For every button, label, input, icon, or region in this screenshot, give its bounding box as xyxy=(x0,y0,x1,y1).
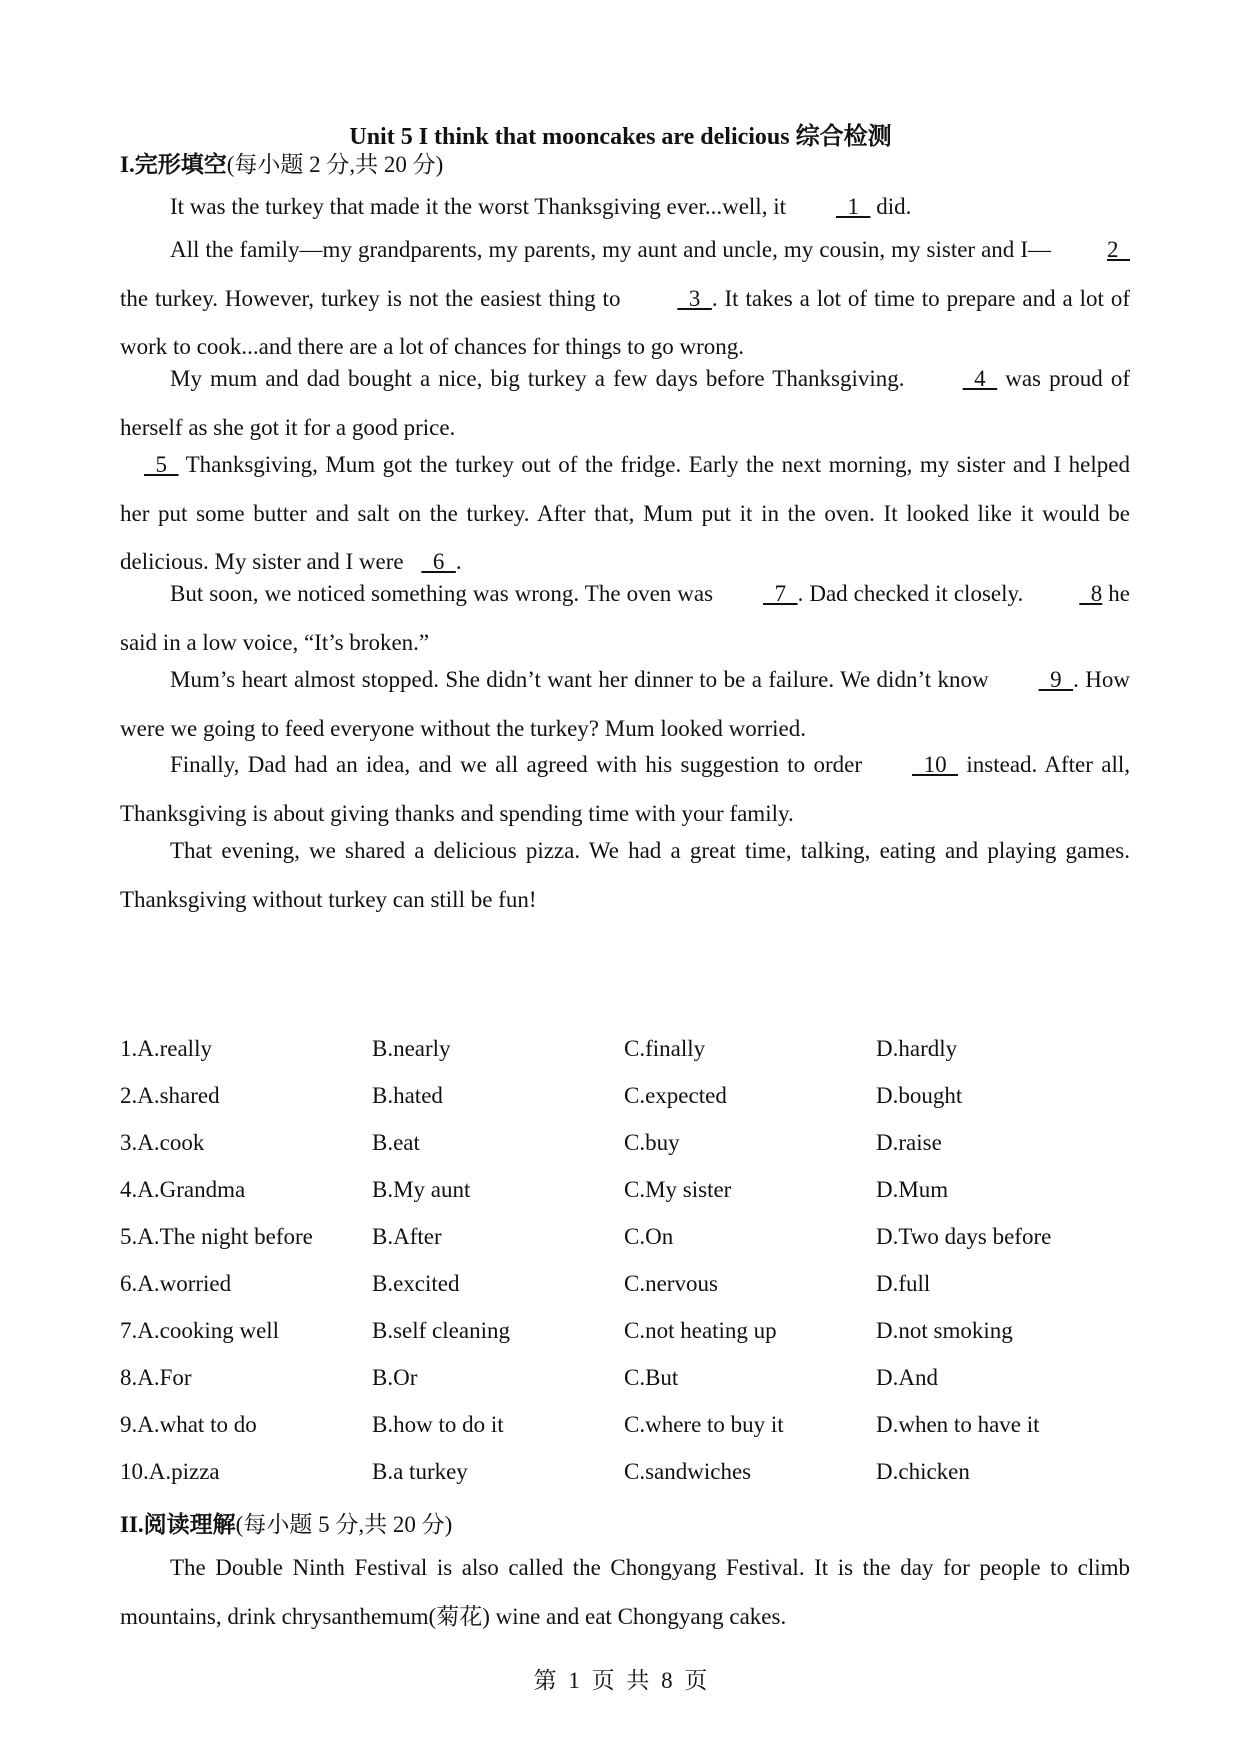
paragraph-text: did. xyxy=(870,194,912,219)
option-d: D.raise xyxy=(876,1130,942,1155)
option-a: 2.A.shared xyxy=(120,1083,220,1108)
paragraph-text: It was the turkey that made it the worst Thanksgiving ever...well, it xyxy=(170,194,786,219)
reading-paragraph-1 xyxy=(120,1544,1130,1641)
option-d: D.bought xyxy=(876,1083,963,1108)
option-b: B.nearly xyxy=(372,1036,451,1061)
option-a: 4.A.Grandma xyxy=(120,1177,246,1202)
page-footer: 第 1 页 共 8 页 xyxy=(533,1668,708,1693)
blank-8: 8 xyxy=(1079,581,1103,606)
option-row xyxy=(120,1081,1130,1128)
option-a: 8.A.For xyxy=(120,1365,192,1390)
paragraph-text: he said in a low voice, “It’s broken.” xyxy=(120,581,1130,655)
option-b: B.hated xyxy=(372,1083,443,1108)
option-b: B.excited xyxy=(372,1271,460,1296)
option-a: 10.A.pizza xyxy=(120,1459,220,1484)
option-row xyxy=(120,1128,1130,1175)
option-row xyxy=(120,1034,1130,1081)
cloze-paragraph-6 xyxy=(120,656,1130,753)
cloze-paragraph-8 xyxy=(120,827,1130,924)
option-c: C.where to buy it xyxy=(624,1412,784,1437)
blank-3: 3 xyxy=(677,285,712,311)
option-d: D.not smoking xyxy=(876,1318,1013,1343)
option-c: C.My sister xyxy=(624,1177,732,1202)
paragraph-text: was proud of herself as she got it for a good price. xyxy=(120,366,1131,440)
option-b: B.Or xyxy=(372,1365,418,1390)
option-d: D.And xyxy=(876,1365,938,1390)
cloze-paragraph-3 xyxy=(120,355,1130,452)
section-heading-reading xyxy=(120,1510,452,1540)
option-c: C.not heating up xyxy=(624,1318,777,1343)
option-b: B.self cleaning xyxy=(372,1318,510,1343)
cloze-paragraph-2 xyxy=(120,226,1130,372)
option-d: D.Mum xyxy=(876,1177,949,1202)
option-row xyxy=(120,1222,1130,1269)
cloze-paragraph-5 xyxy=(120,570,1130,667)
paragraph-text: . xyxy=(455,549,462,574)
option-b: B.eat xyxy=(372,1130,420,1155)
paragraph-text: But soon, we noticed something was wrong. The oven was xyxy=(170,581,714,606)
paragraph-text: All the family—my grandparents, my parents, my aunt and uncle, my cousin, my sister and I— xyxy=(170,237,1057,262)
option-c: C.sandwiches xyxy=(624,1459,752,1484)
paragraph-text: instead. After all, Thanksgiving is about giving thanks and spending time with your family. xyxy=(120,752,1130,826)
blank-4: 4 xyxy=(962,366,998,391)
option-c: C.buy xyxy=(624,1130,680,1155)
option-b: B.a turkey xyxy=(372,1459,468,1484)
paragraph-text: Mum’s heart almost stopped. She didn’t want her dinner to be a failure. We didn’t know xyxy=(170,667,989,692)
blank-2: 2 xyxy=(1107,237,1130,262)
option-a: 7.A.cooking well xyxy=(120,1318,280,1343)
paragraph-text: . It takes a lot of time to prepare and a lot of work to cook...and there are a lot of chances for things to go wrong. xyxy=(120,285,1130,359)
cloze-options xyxy=(120,1034,1130,1504)
page-title: Unit 5 I think that mooncakes are delicious 综合检测 xyxy=(349,124,892,150)
section-score: (每小题 2 分,共 20 分) xyxy=(226,152,444,177)
option-d: D.hardly xyxy=(876,1036,958,1061)
option-row xyxy=(120,1269,1130,1316)
blank-5: 5 xyxy=(144,452,179,477)
option-b: B.After xyxy=(372,1224,442,1249)
paragraph-text: My mum and dad bought a nice, big turkey a few days before Thanksgiving. xyxy=(170,366,913,391)
option-b: B.how to do it xyxy=(372,1412,504,1437)
paragraph-text: The Double Ninth Festival is also called the Chongyang Festival. It is the day for people to climb mountains, drink chrysanthemum(菊花) wine and eat Chongyang cakes. xyxy=(120,1555,1130,1629)
option-c: C.On xyxy=(624,1224,674,1249)
option-a: 9.A.what to do xyxy=(120,1412,257,1437)
blank-10: 10 xyxy=(912,752,959,777)
option-c: C.nervous xyxy=(624,1271,718,1296)
option-a: 5.A.The night before xyxy=(120,1224,313,1249)
paragraph-text: Thanksgiving, Mum got the turkey out of the fridge. Early the next morning, my sister and I helped her put some butter and salt on the turkey. After that, Mum put it in the oven. It looked like it would be delicious. My sister and I were xyxy=(120,452,1130,574)
option-a: 1.A.really xyxy=(120,1036,212,1061)
option-row xyxy=(120,1175,1130,1222)
paragraph-text: . Dad checked it closely. xyxy=(797,581,1030,606)
option-b: B.My aunt xyxy=(372,1177,471,1202)
section-score: (每小题 5 分,共 20 分) xyxy=(235,1512,453,1537)
paragraph-text: the turkey. However, turkey is not the easiest thing to xyxy=(120,285,628,311)
cloze-paragraph-4 xyxy=(120,441,1130,587)
section-label: I.完形填空 xyxy=(120,152,227,177)
paragraph-text: That evening, we shared a delicious pizza. We had a great time, talking, eating and playing games. Thanksgiving without turkey can still be fun! xyxy=(120,838,1130,912)
option-d: D.when to have it xyxy=(876,1412,1040,1437)
option-a: 6.A.worried xyxy=(120,1271,232,1296)
blank-7: 7 xyxy=(763,581,798,606)
blank-1: 1 xyxy=(835,194,871,219)
option-row xyxy=(120,1316,1130,1363)
option-a: 3.A.cook xyxy=(120,1130,205,1155)
option-d: D.Two days before xyxy=(876,1224,1052,1249)
option-c: C.But xyxy=(624,1365,679,1390)
blank-9: 9 xyxy=(1038,667,1074,692)
blank-6: 6 xyxy=(421,549,456,574)
option-c: C.finally xyxy=(624,1036,706,1061)
option-row xyxy=(120,1457,1130,1504)
cloze-paragraph-1 xyxy=(120,183,1130,232)
paragraph-text: . How were we going to feed everyone without the turkey? Mum looked worried. xyxy=(120,667,1130,741)
cloze-paragraph-7 xyxy=(120,741,1130,838)
option-c: C.expected xyxy=(624,1083,727,1108)
option-d: D.full xyxy=(876,1271,931,1296)
section-heading-cloze xyxy=(120,150,443,180)
option-d: D.chicken xyxy=(876,1459,970,1484)
section-label: II.阅读理解 xyxy=(120,1512,236,1537)
paragraph-text: Finally, Dad had an idea, and we all agreed with his suggestion to order xyxy=(170,752,863,777)
option-row xyxy=(120,1363,1130,1410)
option-row xyxy=(120,1410,1130,1457)
